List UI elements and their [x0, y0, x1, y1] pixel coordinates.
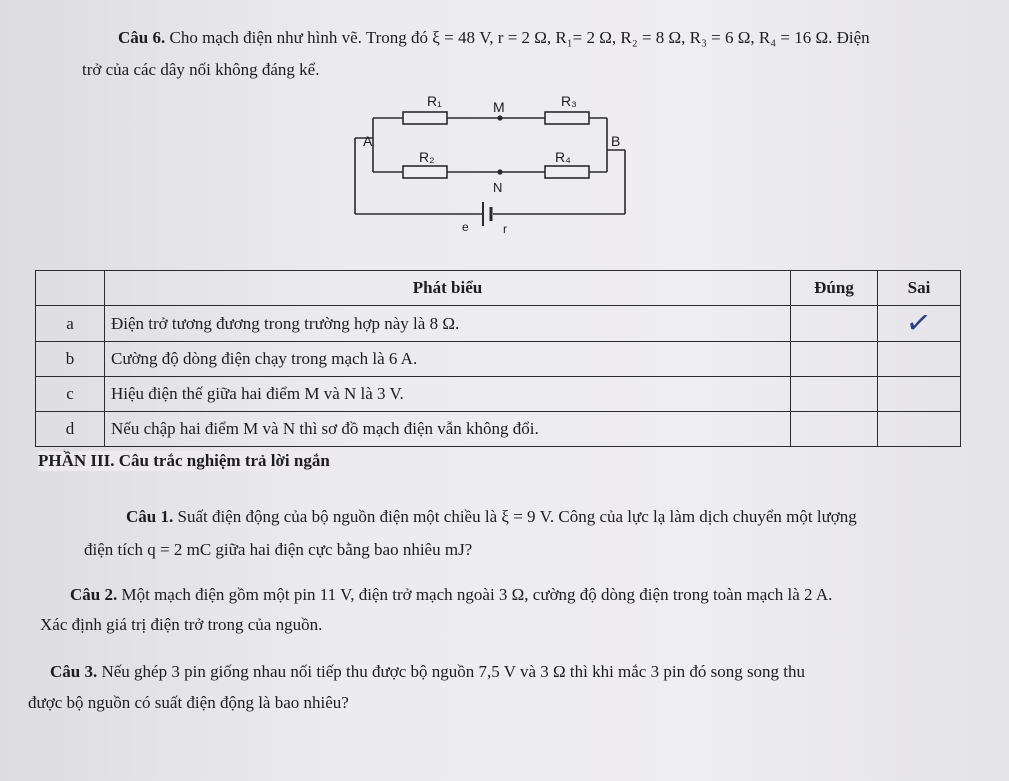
resistor-r2 [403, 166, 447, 178]
question-6-line-2: trở của các dây nối không đáng kể. [82, 60, 320, 79]
label-r4: R₄ [555, 149, 571, 165]
row-true-cell[interactable] [791, 412, 878, 447]
row-true-cell[interactable] [791, 306, 878, 342]
question-3-label: Câu 3. [50, 662, 98, 681]
row-statement: Hiệu điện thế giữa hai điểm M và N là 3 V. [105, 377, 791, 412]
question-3-line-2: được bộ nguồn có suất điện động là bao nhiêu? [28, 693, 349, 712]
row-letter: c [36, 377, 105, 412]
question-1-text-1: Suất điện động của bộ nguồn điện một chiều là ξ = 9 V. Công của lực lạ làm dịch chuyển một lượng [177, 507, 857, 526]
table-row [36, 412, 961, 447]
table-header-row [36, 271, 961, 306]
row-false-cell[interactable] [878, 342, 961, 377]
question-2-text-1: Một mạch điện gồm một pin 11 V, điện trở mạch ngoài 3 Ω, cường độ dòng điện trong toàn mạch là 2 A. [121, 585, 833, 604]
resistor-r3 [545, 112, 589, 124]
part-3-heading: PHẦN III. Câu trắc nghiệm trả lời ngắn [38, 451, 334, 471]
row-letter: d [36, 412, 105, 447]
row-false-cell[interactable] [878, 412, 961, 447]
checkmark-icon: ✓ [904, 305, 934, 342]
row-false-cell[interactable] [878, 377, 961, 412]
resistor-r4 [545, 166, 589, 178]
label-a: A [363, 133, 373, 149]
question-1-line-1 [126, 507, 857, 527]
label-r1: R₁ [427, 93, 442, 109]
label-e: e [462, 220, 469, 234]
row-statement: Cường độ dòng điện chạy trong mạch là 6 A. [105, 342, 791, 377]
row-statement: Nếu chập hai điểm M và N thì sơ đồ mạch điện vẫn không đổi. [105, 412, 791, 447]
label-b: B [611, 133, 621, 149]
table-row [36, 377, 961, 412]
label-r3: R₃ [561, 93, 577, 109]
question-6-text-1: Cho mạch điện như hình vẽ. Trong đó ξ = 48 V, r = 2 Ω, R₁= 2 Ω, R₂ = 8 Ω, R₃ = 6 Ω, R₄ = 16 Ω. Điện [169, 28, 870, 47]
label-m: M [493, 99, 505, 115]
question-6-line-1 [118, 28, 870, 48]
header-true: Đúng [791, 271, 878, 306]
question-6-label: Câu 6. [118, 28, 166, 47]
resistor-r1 [403, 112, 447, 124]
row-letter: b [36, 342, 105, 377]
question-2-label: Câu 2. [70, 585, 118, 604]
node-n [498, 170, 502, 174]
row-statement: Điện trở tương đương trong trường hợp này là 8 Ω. [105, 306, 791, 342]
row-false-cell[interactable] [878, 306, 961, 342]
statement-table [35, 270, 961, 447]
label-n: N [493, 180, 503, 195]
label-r2: R₂ [419, 149, 435, 165]
question-1-label: Câu 1. [126, 507, 174, 526]
header-false: Sai [878, 271, 961, 306]
question-2-line-2: Xác định giá trị điện trở trong của nguồn. [40, 615, 323, 634]
row-true-cell[interactable] [791, 342, 878, 377]
circuit-diagram [345, 90, 645, 240]
node-m [498, 116, 502, 120]
label-r: r [503, 222, 507, 236]
header-statement: Phát biểu [105, 271, 791, 306]
row-letter: a [36, 306, 105, 342]
question-3-text-1: Nếu ghép 3 pin giống nhau nối tiếp thu được bộ nguồn 7,5 V và 3 Ω thì khi mắc 3 pin đó song song thu [101, 662, 806, 681]
question-3-line-1 [50, 662, 805, 682]
table-row [36, 342, 961, 377]
row-true-cell[interactable] [791, 377, 878, 412]
table-row [36, 306, 961, 342]
question-1-line-2: điện tích q = 2 mC giữa hai điện cực bằng bao nhiêu mJ? [84, 540, 473, 559]
question-2-line-1 [70, 585, 832, 605]
